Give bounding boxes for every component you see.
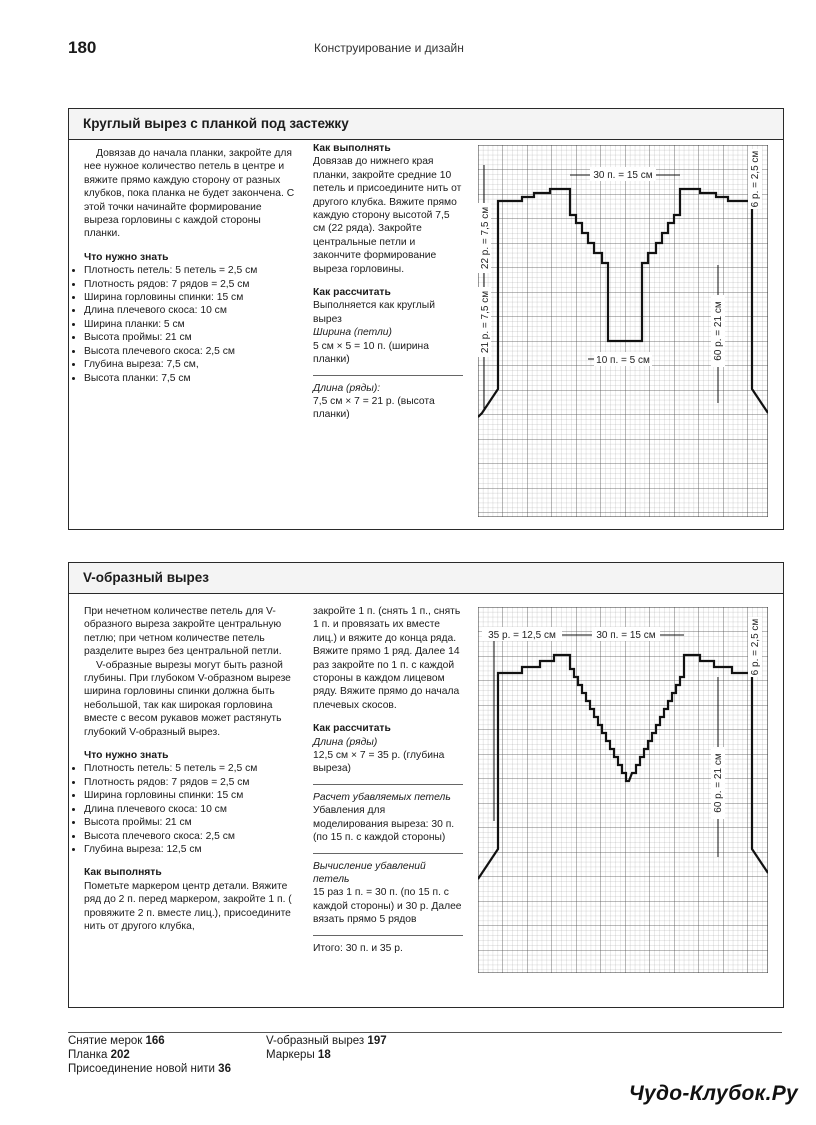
- link-text: Присоединение новой нити: [68, 1063, 215, 1075]
- dim-label-top-left: 35 р. = 12,5 см: [488, 630, 556, 641]
- site-watermark: Чудо-Клубок.Ру: [628, 1082, 798, 1105]
- footer-link[interactable]: [68, 1048, 231, 1062]
- length-label: Длина (ряды): [313, 736, 378, 748]
- link-text: Планка: [68, 1049, 108, 1061]
- need-list: [84, 264, 298, 385]
- section-header: [69, 563, 783, 594]
- section-v-neck: [68, 562, 784, 1008]
- footer-links-right: [266, 1034, 387, 1062]
- decrease-text: Убавления для моделирования выреза: 30 п. (по 15 п. с каждой стороны): [313, 805, 455, 844]
- dim-label-top: 30 п. = 15 см: [596, 630, 656, 641]
- need-item: • Глубина выреза: 12,5 см: [84, 843, 299, 856]
- divider: [313, 853, 463, 854]
- dim-label-left-mid: 22 р. = 7,5 см: [480, 206, 491, 270]
- link-page: 202: [110, 1049, 130, 1061]
- link-text: V-образный вырез: [266, 1035, 365, 1047]
- need-item: • Плотность рядов: 7 рядов = 2,5 см: [84, 776, 299, 789]
- how-heading: Как выполнять: [313, 143, 391, 154]
- dim-label-right-top: 6 р. = 2,5 см: [750, 150, 761, 208]
- need-item: • Плотность петель: 5 петель = 2,5 см: [84, 264, 298, 277]
- calc-heading: Как рассчитать: [313, 723, 391, 735]
- need-item: • Высота плечевого скоса: 2,5 см: [84, 345, 298, 358]
- need-item: • Плотность рядов: 7 рядов = 2,5 см: [84, 278, 298, 291]
- need-item: • Длина плечевого скоса: 10 см: [84, 803, 299, 816]
- footer-link[interactable]: [266, 1034, 387, 1048]
- footer-links-left: [68, 1034, 231, 1076]
- link-page: 36: [218, 1063, 231, 1075]
- divider: [313, 935, 463, 936]
- need-item: • Высота проймы: 21 см: [84, 816, 299, 829]
- link-text: Маркеры: [266, 1049, 315, 1061]
- how-paragraph: Довязав до нижнего края планки, закройте средние 10 петель и присоедините нить от другого клубка. Вяжите прямо каждую сторону высотой 7,5 см (22 ряда). Закройте центральные петли и закончите формирование выреза горловины.: [313, 156, 462, 275]
- intro-paragraph-1: При нечетном количестве петель для V-образного выреза закройте центральную петлю; при четном количестве петель разделите вырез без центральной петли.: [84, 606, 282, 658]
- width-label: Ширина (петли): [313, 327, 392, 339]
- dim-label-right-mid: 60 р. = 21 см: [713, 301, 724, 361]
- length-calc: 12,5 см × 7 = 35 р. (глубина выреза): [313, 750, 445, 775]
- intro-paragraph: Довязав до начала планки, закройте для нее нужное количество петель в центре и вяжите прямо каждую сторону от разных клубков, пока планка не будет закончена. С этой точки начинайте формирование выреза горловины с каждой стороны планки.: [84, 148, 295, 240]
- text-column-2: [313, 605, 463, 955]
- need-heading: Что нужно знать: [84, 251, 169, 263]
- how-heading: Как выполнять: [84, 867, 162, 879]
- knitting-chart-placket: [478, 145, 768, 517]
- link-text: Снятие мерок: [68, 1035, 143, 1047]
- footer-link[interactable]: [68, 1034, 231, 1048]
- link-page: 197: [367, 1035, 387, 1047]
- length-label: Длина (ряды):: [313, 382, 381, 394]
- total: Итого: 30 п. и 35 р.: [313, 942, 403, 954]
- decrease-calc-label: Вычисление убавлений петель: [313, 860, 426, 885]
- calc-heading: Как рассчитать: [313, 287, 391, 299]
- section-round-neck-placket: [68, 108, 784, 530]
- decrease-calc-text: 15 раз 1 п. = 30 п. (по 15 п. с каждой стороны) и 30 р. Далее вязать прямо 5 рядов: [313, 887, 462, 926]
- text-column-1: [84, 605, 299, 933]
- dim-label-left-low: 21 р. = 7,5 см: [480, 290, 491, 354]
- need-item: • Ширина горловины спинки: 15 см: [84, 789, 299, 802]
- divider: [313, 784, 463, 785]
- need-item: • Высота планки: 7,5 см: [84, 372, 298, 385]
- need-item: • Длина плечевого скоса: 10 см: [84, 304, 298, 317]
- need-heading: Что нужно знать: [84, 750, 169, 762]
- need-item: • Плотность петель: 5 петель = 2,5 см: [84, 762, 299, 775]
- decrease-label: Расчет убавляемых петель: [313, 791, 451, 803]
- section-title: Круглый вырез с планкой под застежку: [83, 116, 349, 131]
- need-item: • Высота проймы: 21 см: [84, 331, 298, 344]
- footer-link[interactable]: [266, 1048, 387, 1062]
- calc-text: Выполняется как круглый вырез: [313, 300, 435, 325]
- footer-link[interactable]: [68, 1062, 231, 1076]
- section-header: [69, 109, 783, 140]
- knitting-chart-v-neck: [478, 607, 768, 973]
- need-item: • Глубина выреза: 7,5 см,: [84, 358, 298, 371]
- dim-label-right-mid: 60 р. = 21 см: [713, 753, 724, 813]
- running-head: Конструирование и дизайн: [314, 41, 464, 55]
- dim-label-top: 30 п. = 15 см: [593, 170, 653, 181]
- dim-label-bottom: 10 п. = 5 см: [596, 355, 650, 366]
- page-number: 180: [68, 38, 97, 57]
- text-column-1: [84, 147, 298, 385]
- intro-paragraph-2: V-образные вырезы могут быть разной глубины. При глубоком V-образном вырезе ширина горловины спинки должна быть небольшой, так как широкая горловина вместе с весом рукавов может растянуть глубокий V-образный вырез.: [84, 659, 291, 738]
- link-page: 18: [317, 1049, 331, 1061]
- footer-rule: [68, 1032, 782, 1033]
- section-title: V-образный вырез: [83, 570, 209, 585]
- text-column-2: [313, 142, 463, 422]
- link-page: 166: [145, 1035, 165, 1047]
- how-paragraph-2: закройте 1 п. (снять 1 п., снять 1 п. и провязать их вместе лиц.) и вяжите до конца ряда. Вяжите прямо 1 ряд. Далее 14 раз закройте по 1 п. с каждой стороны в каждом лицевом ряду. Вяжите прямо до начала плечевых скосов.: [313, 606, 461, 711]
- need-item: • Ширина планки: 5 см: [84, 318, 298, 331]
- divider: [313, 375, 463, 376]
- need-list: [84, 762, 299, 856]
- dim-label-right-top: 6 р. = 2,5 см: [750, 618, 761, 676]
- length-calc: 7,5 см × 7 = 21 р. (высота планки): [313, 395, 435, 421]
- how-paragraph-1: Пометьте маркером центр детали. Вяжите ряд до 2 п. перед маркером, закройте 1 п. ( провяжите 2 п. вместе лиц.), присоедините нить от другого клубка,: [84, 880, 292, 932]
- width-calc: 5 см × 5 = 10 п. (ширина планки): [313, 340, 429, 366]
- need-item: • Ширина горловины спинки: 15 см: [84, 291, 298, 304]
- need-item: • Высота плечевого скоса: 2,5 см: [84, 830, 299, 843]
